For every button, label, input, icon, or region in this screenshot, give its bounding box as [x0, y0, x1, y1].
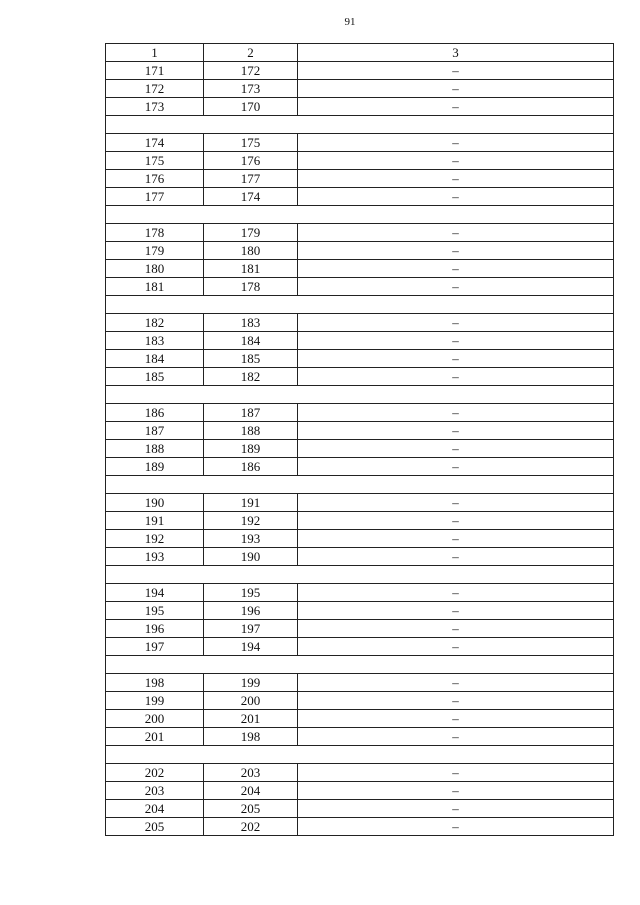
table-cell: 195 — [106, 602, 204, 620]
table-cell: – — [298, 728, 614, 746]
table-cell: 178 — [106, 224, 204, 242]
table-row — [106, 728, 614, 746]
table-cell: 196 — [204, 602, 298, 620]
table-cell: – — [298, 818, 614, 836]
table-cell: 190 — [204, 548, 298, 566]
separator-cell — [106, 566, 614, 584]
separator-cell — [106, 746, 614, 764]
table-cell: 171 — [106, 62, 204, 80]
table-cell: – — [298, 170, 614, 188]
separator-cell — [106, 116, 614, 134]
table-row — [106, 62, 614, 80]
group-separator-row — [106, 476, 614, 494]
table-cell: 198 — [204, 728, 298, 746]
table-cell: 180 — [204, 242, 298, 260]
table-cell: 204 — [204, 782, 298, 800]
table-cell: 189 — [204, 440, 298, 458]
group-separator-row — [106, 296, 614, 314]
table-row — [106, 170, 614, 188]
table-cell: 201 — [106, 728, 204, 746]
table-cell: – — [298, 800, 614, 818]
table-row — [106, 134, 614, 152]
table-row — [106, 602, 614, 620]
table-cell: 190 — [106, 494, 204, 512]
table-row — [106, 638, 614, 656]
table-cell: 175 — [204, 134, 298, 152]
table-cell: 189 — [106, 458, 204, 476]
table-row — [106, 224, 614, 242]
table-cell: – — [298, 368, 614, 386]
table-cell: – — [298, 98, 614, 116]
table-cell: 185 — [106, 368, 204, 386]
table-cell: 174 — [106, 134, 204, 152]
table-row — [106, 674, 614, 692]
table-cell: 191 — [204, 494, 298, 512]
separator-cell — [106, 296, 614, 314]
table-row — [106, 512, 614, 530]
table-cell: – — [298, 674, 614, 692]
table-cell: 187 — [204, 404, 298, 422]
table-cell: 175 — [106, 152, 204, 170]
table-cell: 172 — [204, 62, 298, 80]
table-row — [106, 188, 614, 206]
table-cell: – — [298, 134, 614, 152]
table-cell: 183 — [106, 332, 204, 350]
table-cell: 183 — [204, 314, 298, 332]
table-cell: – — [298, 188, 614, 206]
table-cell: 178 — [204, 278, 298, 296]
table-row — [106, 530, 614, 548]
table-cell: 203 — [204, 764, 298, 782]
table-cell: 188 — [204, 422, 298, 440]
column-header: 3 — [298, 44, 614, 62]
table-row — [106, 278, 614, 296]
table-cell: 179 — [106, 242, 204, 260]
table-row — [106, 764, 614, 782]
table-cell: 184 — [106, 350, 204, 368]
data-table-container — [105, 43, 613, 836]
table-cell: – — [298, 224, 614, 242]
table-cell: – — [298, 80, 614, 98]
table-cell: 181 — [204, 260, 298, 278]
table-cell: – — [298, 530, 614, 548]
table-body — [106, 44, 614, 836]
table-cell: 177 — [204, 170, 298, 188]
table-cell: 184 — [204, 332, 298, 350]
table-row — [106, 260, 614, 278]
table-cell: 199 — [204, 674, 298, 692]
table-cell: – — [298, 260, 614, 278]
table-row — [106, 152, 614, 170]
table-cell: 195 — [204, 584, 298, 602]
table-cell: 191 — [106, 512, 204, 530]
table-row — [106, 80, 614, 98]
table-cell: – — [298, 152, 614, 170]
table-cell: 176 — [106, 170, 204, 188]
table-cell: 186 — [204, 458, 298, 476]
data-table — [105, 43, 614, 836]
table-cell: 176 — [204, 152, 298, 170]
table-cell: – — [298, 494, 614, 512]
table-cell: 205 — [106, 818, 204, 836]
table-cell: 193 — [106, 548, 204, 566]
group-separator-row — [106, 746, 614, 764]
table-cell: 188 — [106, 440, 204, 458]
table-cell: 202 — [106, 764, 204, 782]
table-cell: 205 — [204, 800, 298, 818]
table-cell: 173 — [106, 98, 204, 116]
table-cell: – — [298, 314, 614, 332]
group-separator-row — [106, 656, 614, 674]
table-cell: 173 — [204, 80, 298, 98]
table-cell: 179 — [204, 224, 298, 242]
table-header-row — [106, 44, 614, 62]
table-row — [106, 692, 614, 710]
table-cell: 192 — [204, 512, 298, 530]
table-cell: 204 — [106, 800, 204, 818]
table-cell: – — [298, 584, 614, 602]
separator-cell — [106, 656, 614, 674]
table-cell: 185 — [204, 350, 298, 368]
table-cell: 174 — [204, 188, 298, 206]
table-cell: 172 — [106, 80, 204, 98]
table-row — [106, 818, 614, 836]
table-row — [106, 548, 614, 566]
table-cell: 202 — [204, 818, 298, 836]
table-cell: 201 — [204, 710, 298, 728]
table-cell: – — [298, 620, 614, 638]
table-cell: 182 — [204, 368, 298, 386]
table-cell: 198 — [106, 674, 204, 692]
table-row — [106, 800, 614, 818]
table-row — [106, 332, 614, 350]
table-cell: 170 — [204, 98, 298, 116]
table-row — [106, 98, 614, 116]
table-row — [106, 620, 614, 638]
group-separator-row — [106, 116, 614, 134]
table-row — [106, 458, 614, 476]
table-cell: 203 — [106, 782, 204, 800]
table-cell: 197 — [204, 620, 298, 638]
separator-cell — [106, 386, 614, 404]
table-cell: 186 — [106, 404, 204, 422]
table-cell: 196 — [106, 620, 204, 638]
table-cell: – — [298, 782, 614, 800]
table-cell: 192 — [106, 530, 204, 548]
table-cell: – — [298, 638, 614, 656]
separator-cell — [106, 206, 614, 224]
table-cell: 199 — [106, 692, 204, 710]
table-row — [106, 494, 614, 512]
table-row — [106, 314, 614, 332]
table-cell: 182 — [106, 314, 204, 332]
separator-cell — [106, 476, 614, 494]
table-cell: – — [298, 458, 614, 476]
table-cell: 194 — [204, 638, 298, 656]
table-cell: 180 — [106, 260, 204, 278]
column-header: 2 — [204, 44, 298, 62]
table-row — [106, 584, 614, 602]
column-header: 1 — [106, 44, 204, 62]
table-cell: – — [298, 404, 614, 422]
table-row — [106, 350, 614, 368]
table-cell: – — [298, 278, 614, 296]
table-cell: 197 — [106, 638, 204, 656]
table-cell: 194 — [106, 584, 204, 602]
table-row — [106, 440, 614, 458]
table-cell: – — [298, 710, 614, 728]
table-cell: – — [298, 332, 614, 350]
table-cell: – — [298, 350, 614, 368]
table-cell: – — [298, 512, 614, 530]
table-row — [106, 368, 614, 386]
table-row — [106, 782, 614, 800]
table-cell: 193 — [204, 530, 298, 548]
table-cell: – — [298, 440, 614, 458]
table-cell: 177 — [106, 188, 204, 206]
group-separator-row — [106, 566, 614, 584]
table-cell: – — [298, 242, 614, 260]
table-cell: – — [298, 692, 614, 710]
table-row — [106, 404, 614, 422]
table-row — [106, 710, 614, 728]
table-cell: 200 — [204, 692, 298, 710]
table-cell: 187 — [106, 422, 204, 440]
table-cell: – — [298, 422, 614, 440]
page-number: 91 — [344, 16, 356, 28]
group-separator-row — [106, 206, 614, 224]
table-cell: 181 — [106, 278, 204, 296]
group-separator-row — [106, 386, 614, 404]
table-cell: – — [298, 548, 614, 566]
table-cell: 200 — [106, 710, 204, 728]
table-cell: – — [298, 764, 614, 782]
table-row — [106, 422, 614, 440]
table-row — [106, 242, 614, 260]
table-cell: – — [298, 62, 614, 80]
table-cell: – — [298, 602, 614, 620]
